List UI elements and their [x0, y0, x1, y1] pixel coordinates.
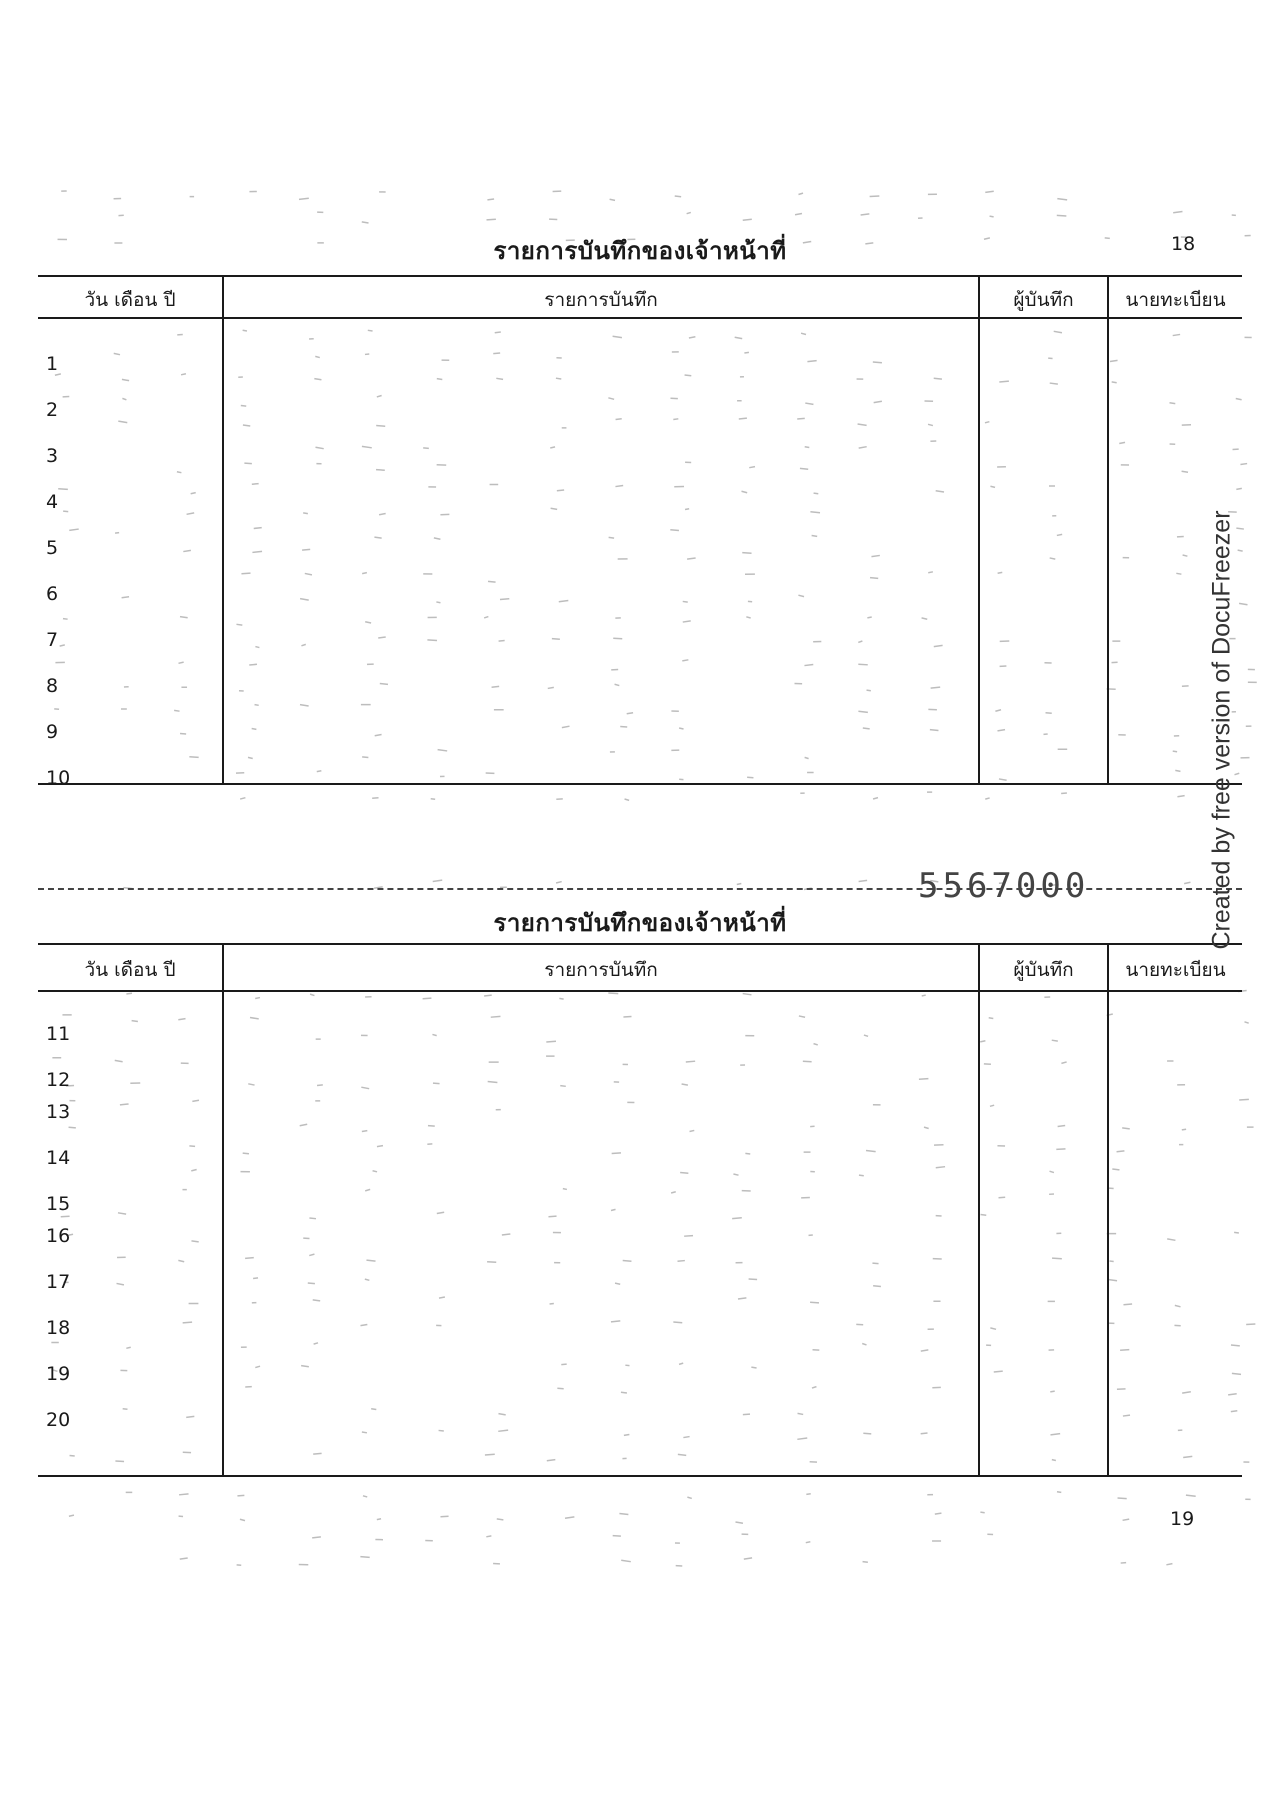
section-title: รายการบันทึกของเจ้าหน้าที่: [493, 237, 787, 265]
header-registrar: นายทะเบียน: [1125, 289, 1226, 311]
header-registrar: นายทะเบียน: [1125, 959, 1226, 981]
row-number: 19: [46, 1363, 71, 1385]
official-records-section-2: [38, 895, 1242, 1495]
row-number: 16: [46, 1225, 71, 1247]
row-number: 1: [46, 353, 59, 375]
row-number: 9: [46, 721, 59, 743]
header-date: วัน เดือน ปี: [84, 959, 176, 981]
records-table: [38, 275, 1242, 789]
row-number: 17: [46, 1271, 71, 1293]
row-number: 3: [46, 445, 59, 467]
row-number: 2: [46, 399, 59, 421]
page-number: 19: [1170, 1508, 1195, 1530]
header-recorder: ผู้บันทึก: [1013, 959, 1074, 981]
row-number: 18: [46, 1317, 71, 1339]
header-recorder: ผู้บันทึก: [1013, 289, 1074, 311]
header-record: รายการบันทึก: [544, 959, 658, 981]
page-number: 18: [1171, 233, 1196, 255]
official-records-section-1: [38, 225, 1242, 815]
watermark-text: Created by free version of DocuFreezer: [1207, 510, 1236, 950]
row-number: 20: [46, 1409, 71, 1431]
row-number: 13: [46, 1101, 71, 1123]
row-number: 6: [46, 583, 59, 605]
row-number: 12: [46, 1069, 71, 1091]
header-date: วัน เดือน ปี: [84, 289, 176, 311]
row-number: 5: [46, 537, 59, 559]
row-number: 8: [46, 675, 59, 697]
row-number: 11: [46, 1023, 71, 1045]
header-record: รายการบันทึก: [544, 289, 658, 311]
records-table: [38, 943, 1242, 1483]
row-number: 10: [46, 767, 71, 789]
row-number: 15: [46, 1193, 71, 1215]
section-title: รายการบันทึกของเจ้าหน้าที่: [493, 909, 787, 937]
row-number: 14: [46, 1147, 71, 1169]
serial-stamp: 5567000: [918, 866, 1090, 906]
row-number: 7: [46, 629, 59, 651]
row-number: 4: [46, 491, 59, 513]
